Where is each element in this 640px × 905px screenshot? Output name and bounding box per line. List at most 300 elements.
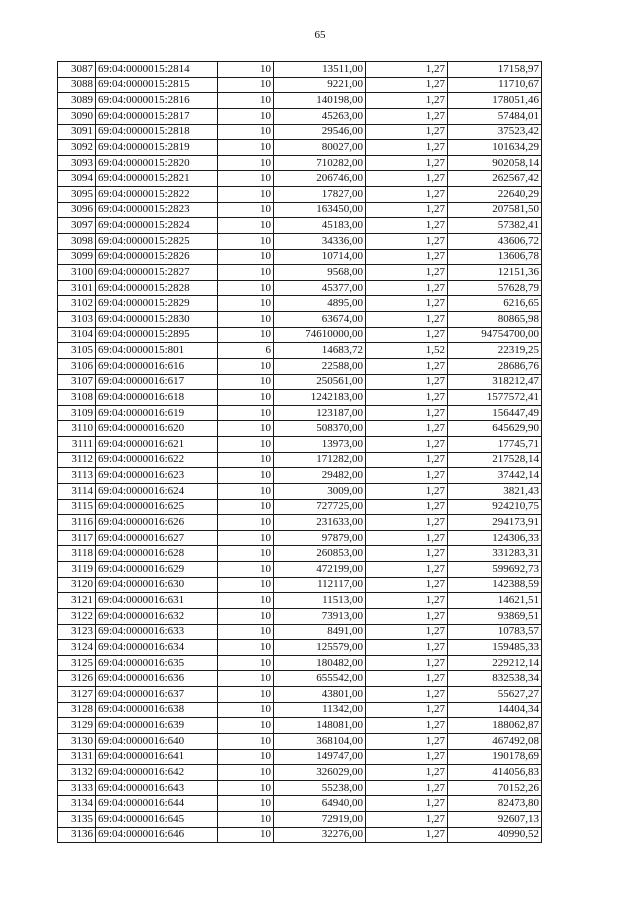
coefficient-cell: 1,27 [366, 312, 448, 328]
value-cell: 45377,00 [274, 280, 366, 296]
result-cell: 156447,49 [448, 405, 542, 421]
zone-cell: 10 [218, 233, 274, 249]
table-row [58, 296, 542, 312]
table-row [58, 655, 542, 671]
table-row [58, 593, 542, 609]
value-cell: 73913,00 [274, 608, 366, 624]
cadastral-number-cell: 69:04:0000015:2830 [96, 312, 218, 328]
value-cell: 45263,00 [274, 108, 366, 124]
value-cell: 13973,00 [274, 437, 366, 453]
table-row [58, 171, 542, 187]
value-cell: 472199,00 [274, 562, 366, 578]
cadastral-number-cell: 69:04:0000016:632 [96, 608, 218, 624]
result-cell: 467492,08 [448, 733, 542, 749]
row-number-cell: 3125 [58, 655, 96, 671]
cadastral-number-cell: 69:04:0000016:641 [96, 749, 218, 765]
coefficient-cell: 1,27 [366, 671, 448, 687]
row-number-cell: 3099 [58, 249, 96, 265]
result-cell: 57484,01 [448, 108, 542, 124]
table-row [58, 530, 542, 546]
table-row [58, 468, 542, 484]
table-row [58, 358, 542, 374]
result-cell: 645629,90 [448, 421, 542, 437]
row-number-cell: 3128 [58, 702, 96, 718]
zone-cell: 10 [218, 718, 274, 734]
result-cell: 28686,76 [448, 358, 542, 374]
row-number-cell: 3095 [58, 187, 96, 203]
table-row [58, 327, 542, 343]
table-row [58, 515, 542, 531]
row-number-cell: 3119 [58, 562, 96, 578]
result-cell: 94754700,00 [448, 327, 542, 343]
value-cell: 9568,00 [274, 265, 366, 281]
coefficient-cell: 1,27 [366, 483, 448, 499]
table-row [58, 233, 542, 249]
cadastral-number-cell: 69:04:0000016:630 [96, 577, 218, 593]
value-cell: 180482,00 [274, 655, 366, 671]
result-cell: 40990,52 [448, 827, 542, 843]
coefficient-cell: 1,27 [366, 77, 448, 93]
cadastral-number-cell: 69:04:0000016:626 [96, 515, 218, 531]
cadastral-number-cell: 69:04:0000016:643 [96, 780, 218, 796]
coefficient-cell: 1,27 [366, 733, 448, 749]
coefficient-cell: 1,27 [366, 405, 448, 421]
zone-cell: 10 [218, 530, 274, 546]
table-row [58, 374, 542, 390]
cadastral-number-cell: 69:04:0000016:618 [96, 390, 218, 406]
cadastral-number-cell: 69:04:0000015:801 [96, 343, 218, 359]
cadastral-number-cell: 69:04:0000015:2814 [96, 62, 218, 78]
result-cell: 37442,14 [448, 468, 542, 484]
table-body [58, 62, 542, 843]
value-cell: 125579,00 [274, 640, 366, 656]
coefficient-cell: 1,27 [366, 546, 448, 562]
zone-cell: 10 [218, 327, 274, 343]
table-row [58, 280, 542, 296]
cadastral-number-cell: 69:04:0000016:628 [96, 546, 218, 562]
table-row [58, 827, 542, 843]
table-row [58, 202, 542, 218]
row-number-cell: 3123 [58, 624, 96, 640]
row-number-cell: 3107 [58, 374, 96, 390]
zone-cell: 10 [218, 483, 274, 499]
coefficient-cell: 1,27 [366, 468, 448, 484]
cadastral-number-cell: 69:04:0000015:2816 [96, 93, 218, 109]
table-row [58, 77, 542, 93]
value-cell: 148081,00 [274, 718, 366, 734]
value-cell: 4895,00 [274, 296, 366, 312]
row-number-cell: 3096 [58, 202, 96, 218]
zone-cell: 10 [218, 827, 274, 843]
table-row [58, 108, 542, 124]
value-cell: 123187,00 [274, 405, 366, 421]
coefficient-cell: 1,27 [366, 155, 448, 171]
value-cell: 260853,00 [274, 546, 366, 562]
row-number-cell: 3091 [58, 124, 96, 140]
value-cell: 655542,00 [274, 671, 366, 687]
value-cell: 55238,00 [274, 780, 366, 796]
row-number-cell: 3094 [58, 171, 96, 187]
value-cell: 29482,00 [274, 468, 366, 484]
result-cell: 70152,26 [448, 780, 542, 796]
table-row [58, 624, 542, 640]
coefficient-cell: 1,27 [366, 358, 448, 374]
cadastral-number-cell: 69:04:0000015:2827 [96, 265, 218, 281]
row-number-cell: 3124 [58, 640, 96, 656]
table-row [58, 546, 542, 562]
cadastral-number-cell: 69:04:0000016:620 [96, 421, 218, 437]
cadastral-number-cell: 69:04:0000016:635 [96, 655, 218, 671]
row-number-cell: 3117 [58, 530, 96, 546]
result-cell: 14404,34 [448, 702, 542, 718]
coefficient-cell: 1,27 [366, 233, 448, 249]
cadastral-number-cell: 69:04:0000016:636 [96, 671, 218, 687]
table-row [58, 62, 542, 78]
row-number-cell: 3133 [58, 780, 96, 796]
row-number-cell: 3087 [58, 62, 96, 78]
result-cell: 124306,33 [448, 530, 542, 546]
result-cell: 43606,72 [448, 233, 542, 249]
cadastral-number-cell: 69:04:0000016:644 [96, 796, 218, 812]
cadastral-number-cell: 69:04:0000015:2818 [96, 124, 218, 140]
zone-cell: 10 [218, 749, 274, 765]
value-cell: 8491,00 [274, 624, 366, 640]
row-number-cell: 3111 [58, 437, 96, 453]
coefficient-cell: 1,27 [366, 202, 448, 218]
coefficient-cell: 1,27 [366, 655, 448, 671]
row-number-cell: 3088 [58, 77, 96, 93]
table-row [58, 702, 542, 718]
table-row [58, 405, 542, 421]
result-cell: 10783,57 [448, 624, 542, 640]
zone-cell: 10 [218, 77, 274, 93]
value-cell: 17827,00 [274, 187, 366, 203]
row-number-cell: 3103 [58, 312, 96, 328]
zone-cell: 10 [218, 593, 274, 609]
zone-cell: 10 [218, 421, 274, 437]
result-cell: 93869,51 [448, 608, 542, 624]
row-number-cell: 3134 [58, 796, 96, 812]
cadastral-number-cell: 69:04:0000016:639 [96, 718, 218, 734]
coefficient-cell: 1,27 [366, 249, 448, 265]
value-cell: 112117,00 [274, 577, 366, 593]
result-cell: 902058,14 [448, 155, 542, 171]
row-number-cell: 3090 [58, 108, 96, 124]
row-number-cell: 3131 [58, 749, 96, 765]
row-number-cell: 3129 [58, 718, 96, 734]
value-cell: 326029,00 [274, 765, 366, 781]
cadastral-number-cell: 69:04:0000015:2825 [96, 233, 218, 249]
value-cell: 74610000,00 [274, 327, 366, 343]
result-cell: 101634,29 [448, 140, 542, 156]
zone-cell: 10 [218, 93, 274, 109]
cadastral-number-cell: 69:04:0000016:617 [96, 374, 218, 390]
row-number-cell: 3104 [58, 327, 96, 343]
cadastral-number-cell: 69:04:0000015:2817 [96, 108, 218, 124]
table-row [58, 124, 542, 140]
zone-cell: 10 [218, 358, 274, 374]
cadastral-number-cell: 69:04:0000016:646 [96, 827, 218, 843]
zone-cell: 10 [218, 296, 274, 312]
zone-cell: 10 [218, 405, 274, 421]
value-cell: 29546,00 [274, 124, 366, 140]
result-cell: 159485,33 [448, 640, 542, 656]
table-row [58, 640, 542, 656]
coefficient-cell: 1,27 [366, 749, 448, 765]
cadastral-number-cell: 69:04:0000016:621 [96, 437, 218, 453]
value-cell: 206746,00 [274, 171, 366, 187]
zone-cell: 10 [218, 765, 274, 781]
zone-cell: 10 [218, 546, 274, 562]
result-cell: 6216,65 [448, 296, 542, 312]
cadastral-number-cell: 69:04:0000015:2826 [96, 249, 218, 265]
result-cell: 17745,71 [448, 437, 542, 453]
result-cell: 331283,31 [448, 546, 542, 562]
table-row [58, 812, 542, 828]
row-number-cell: 3092 [58, 140, 96, 156]
coefficient-cell: 1,27 [366, 577, 448, 593]
cadastral-number-cell: 69:04:0000015:2820 [96, 155, 218, 171]
coefficient-cell: 1,27 [366, 530, 448, 546]
cadastral-number-cell: 69:04:0000015:2819 [96, 140, 218, 156]
zone-cell: 10 [218, 312, 274, 328]
zone-cell: 10 [218, 265, 274, 281]
zone-cell: 6 [218, 343, 274, 359]
coefficient-cell: 1,27 [366, 640, 448, 656]
row-number-cell: 3120 [58, 577, 96, 593]
row-number-cell: 3136 [58, 827, 96, 843]
cadastral-number-cell: 69:04:0000016:638 [96, 702, 218, 718]
coefficient-cell: 1,27 [366, 108, 448, 124]
value-cell: 14683,72 [274, 343, 366, 359]
coefficient-cell: 1,27 [366, 296, 448, 312]
table-row [58, 218, 542, 234]
table-row [58, 249, 542, 265]
value-cell: 140198,00 [274, 93, 366, 109]
row-number-cell: 3121 [58, 593, 96, 609]
row-number-cell: 3114 [58, 483, 96, 499]
cadastral-number-cell: 69:04:0000016:627 [96, 530, 218, 546]
zone-cell: 10 [218, 62, 274, 78]
cadastral-number-cell: 69:04:0000016:624 [96, 483, 218, 499]
table-row [58, 390, 542, 406]
coefficient-cell: 1,27 [366, 608, 448, 624]
zone-cell: 10 [218, 155, 274, 171]
row-number-cell: 3112 [58, 452, 96, 468]
cadastral-number-cell: 69:04:0000016:642 [96, 765, 218, 781]
row-number-cell: 3115 [58, 499, 96, 515]
coefficient-cell: 1,27 [366, 62, 448, 78]
row-number-cell: 3106 [58, 358, 96, 374]
coefficient-cell: 1,52 [366, 343, 448, 359]
table-row [58, 93, 542, 109]
row-number-cell: 3105 [58, 343, 96, 359]
result-cell: 11710,67 [448, 77, 542, 93]
cadastral-number-cell: 69:04:0000016:619 [96, 405, 218, 421]
cadastral-number-cell: 69:04:0000016:645 [96, 812, 218, 828]
zone-cell: 10 [218, 124, 274, 140]
result-cell: 599692,73 [448, 562, 542, 578]
value-cell: 727725,00 [274, 499, 366, 515]
result-cell: 1577572,41 [448, 390, 542, 406]
coefficient-cell: 1,27 [366, 218, 448, 234]
table-row [58, 421, 542, 437]
zone-cell: 10 [218, 733, 274, 749]
table-row [58, 140, 542, 156]
table-row [58, 780, 542, 796]
value-cell: 45183,00 [274, 218, 366, 234]
result-cell: 12151,36 [448, 265, 542, 281]
cadastral-number-cell: 69:04:0000015:2821 [96, 171, 218, 187]
zone-cell: 10 [218, 187, 274, 203]
cadastral-number-cell: 69:04:0000016:623 [96, 468, 218, 484]
table-row [58, 718, 542, 734]
zone-cell: 10 [218, 640, 274, 656]
result-cell: 17158,97 [448, 62, 542, 78]
row-number-cell: 3109 [58, 405, 96, 421]
coefficient-cell: 1,27 [366, 499, 448, 515]
row-number-cell: 3122 [58, 608, 96, 624]
zone-cell: 10 [218, 249, 274, 265]
value-cell: 97879,00 [274, 530, 366, 546]
result-cell: 3821,43 [448, 483, 542, 499]
table-row [58, 265, 542, 281]
table-row [58, 452, 542, 468]
coefficient-cell: 1,27 [366, 687, 448, 703]
zone-cell: 10 [218, 671, 274, 687]
table-row [58, 483, 542, 499]
data-table [57, 61, 542, 843]
cadastral-number-cell: 69:04:0000016:640 [96, 733, 218, 749]
coefficient-cell: 1,27 [366, 812, 448, 828]
coefficient-cell: 1,27 [366, 374, 448, 390]
value-cell: 11342,00 [274, 702, 366, 718]
zone-cell: 10 [218, 812, 274, 828]
zone-cell: 10 [218, 280, 274, 296]
result-cell: 294173,91 [448, 515, 542, 531]
coefficient-cell: 1,27 [366, 796, 448, 812]
row-number-cell: 3100 [58, 265, 96, 281]
zone-cell: 10 [218, 468, 274, 484]
result-cell: 832538,34 [448, 671, 542, 687]
row-number-cell: 3132 [58, 765, 96, 781]
value-cell: 171282,00 [274, 452, 366, 468]
zone-cell: 10 [218, 562, 274, 578]
zone-cell: 10 [218, 780, 274, 796]
value-cell: 63674,00 [274, 312, 366, 328]
row-number-cell: 3108 [58, 390, 96, 406]
value-cell: 80027,00 [274, 140, 366, 156]
zone-cell: 10 [218, 608, 274, 624]
table-row [58, 608, 542, 624]
cadastral-number-cell: 69:04:0000015:2828 [96, 280, 218, 296]
row-number-cell: 3135 [58, 812, 96, 828]
table-row [58, 343, 542, 359]
cadastral-number-cell: 69:04:0000015:2824 [96, 218, 218, 234]
value-cell: 22588,00 [274, 358, 366, 374]
coefficient-cell: 1,27 [366, 280, 448, 296]
cadastral-number-cell: 69:04:0000015:2895 [96, 327, 218, 343]
table-row [58, 499, 542, 515]
value-cell: 508370,00 [274, 421, 366, 437]
zone-cell: 10 [218, 655, 274, 671]
coefficient-cell: 1,27 [366, 140, 448, 156]
result-cell: 55627,27 [448, 687, 542, 703]
coefficient-cell: 1,27 [366, 437, 448, 453]
value-cell: 13511,00 [274, 62, 366, 78]
result-cell: 82473,80 [448, 796, 542, 812]
coefficient-cell: 1,27 [366, 702, 448, 718]
cadastral-number-cell: 69:04:0000016:631 [96, 593, 218, 609]
zone-cell: 10 [218, 796, 274, 812]
coefficient-cell: 1,27 [366, 93, 448, 109]
value-cell: 163450,00 [274, 202, 366, 218]
result-cell: 14621,51 [448, 593, 542, 609]
value-cell: 43801,00 [274, 687, 366, 703]
table-row [58, 577, 542, 593]
result-cell: 13606,78 [448, 249, 542, 265]
result-cell: 178051,46 [448, 93, 542, 109]
zone-cell: 10 [218, 499, 274, 515]
zone-cell: 10 [218, 577, 274, 593]
table-row [58, 562, 542, 578]
result-cell: 142388,59 [448, 577, 542, 593]
coefficient-cell: 1,27 [366, 265, 448, 281]
result-cell: 57382,41 [448, 218, 542, 234]
row-number-cell: 3093 [58, 155, 96, 171]
result-cell: 207581,50 [448, 202, 542, 218]
zone-cell: 10 [218, 702, 274, 718]
row-number-cell: 3116 [58, 515, 96, 531]
value-cell: 11513,00 [274, 593, 366, 609]
cadastral-number-cell: 69:04:0000015:2815 [96, 77, 218, 93]
zone-cell: 10 [218, 218, 274, 234]
coefficient-cell: 1,27 [366, 515, 448, 531]
coefficient-cell: 1,27 [366, 765, 448, 781]
row-number-cell: 3102 [58, 296, 96, 312]
coefficient-cell: 1,27 [366, 187, 448, 203]
cadastral-number-cell: 69:04:0000016:616 [96, 358, 218, 374]
zone-cell: 10 [218, 108, 274, 124]
table-row [58, 733, 542, 749]
table-row [58, 187, 542, 203]
result-cell: 262567,42 [448, 171, 542, 187]
row-number-cell: 3126 [58, 671, 96, 687]
zone-cell: 10 [218, 515, 274, 531]
value-cell: 9221,00 [274, 77, 366, 93]
row-number-cell: 3089 [58, 93, 96, 109]
row-number-cell: 3118 [58, 546, 96, 562]
row-number-cell: 3098 [58, 233, 96, 249]
coefficient-cell: 1,27 [366, 780, 448, 796]
cadastral-number-cell: 69:04:0000016:622 [96, 452, 218, 468]
cadastral-number-cell: 69:04:0000015:2822 [96, 187, 218, 203]
zone-cell: 10 [218, 452, 274, 468]
cadastral-number-cell: 69:04:0000016:629 [96, 562, 218, 578]
result-cell: 92607,13 [448, 812, 542, 828]
table-row [58, 155, 542, 171]
cadastral-number-cell: 69:04:0000016:637 [96, 687, 218, 703]
zone-cell: 10 [218, 437, 274, 453]
result-cell: 190178,69 [448, 749, 542, 765]
value-cell: 250561,00 [274, 374, 366, 390]
result-cell: 22319,25 [448, 343, 542, 359]
result-cell: 414056,83 [448, 765, 542, 781]
value-cell: 72919,00 [274, 812, 366, 828]
zone-cell: 10 [218, 374, 274, 390]
row-number-cell: 3113 [58, 468, 96, 484]
value-cell: 368104,00 [274, 733, 366, 749]
